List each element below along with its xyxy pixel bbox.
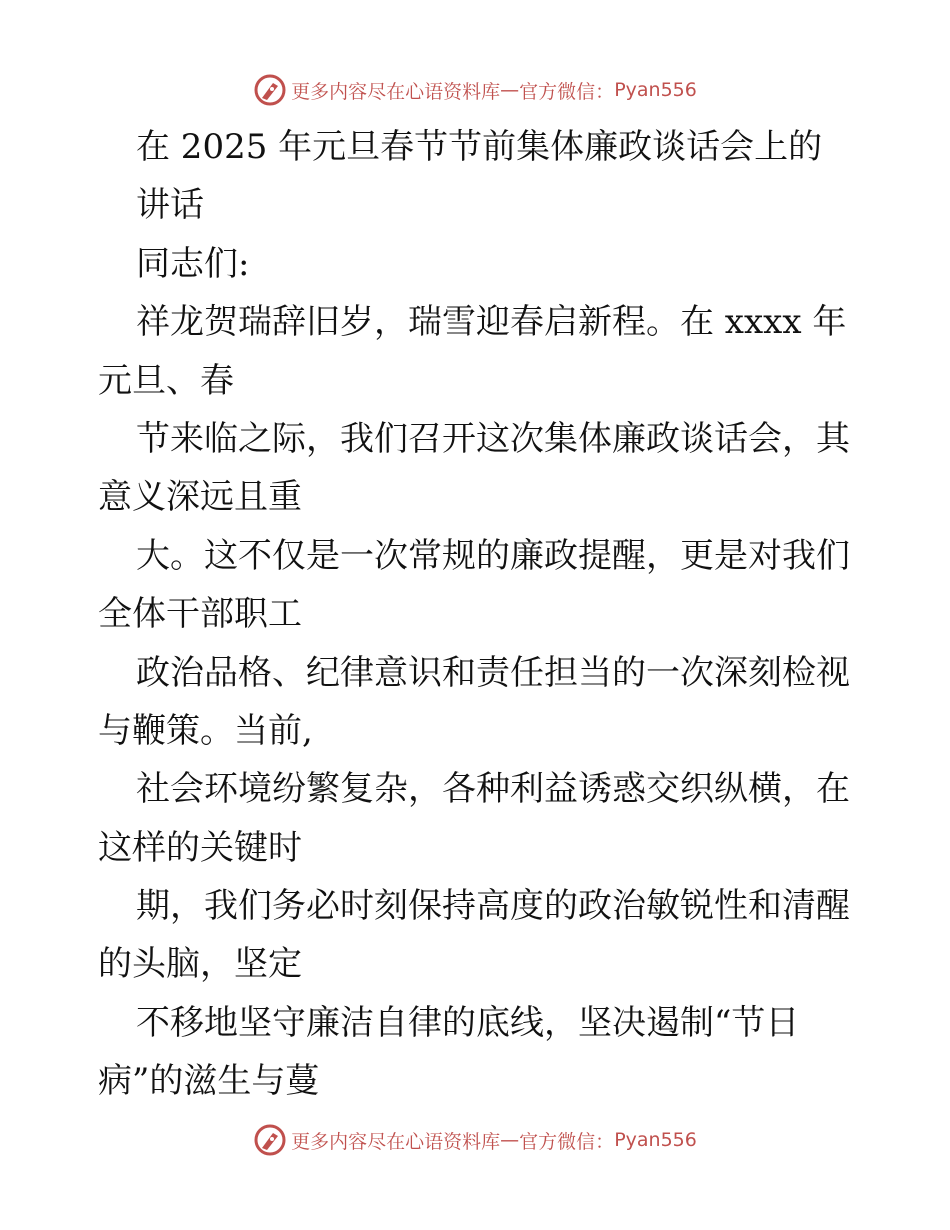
- watermark-separator: —: [500, 1129, 520, 1151]
- watermark-wechat-id: Pyan556: [614, 1129, 697, 1151]
- watermark-wechat-label: 官方微信：: [519, 80, 615, 103]
- salutation: 同志们:: [136, 243, 250, 284]
- paragraph-line: 的头脑，坚定: [98, 944, 302, 985]
- header-watermark: [0, 70, 950, 110]
- paragraph-line: 不移地坚守廉洁自律的底线，坚决遏制“节日: [136, 1002, 800, 1043]
- title-line-1: 在 2025 年元旦春节节前集体廉政谈话会上的: [136, 127, 823, 167]
- paragraph-line: 期，我们务必时刻保持高度的政治敏锐性和清醒: [136, 886, 850, 927]
- document-body: [98, 118, 858, 1111]
- watermark-separator: —: [500, 79, 520, 101]
- paragraph-line: 这样的关键时: [98, 827, 302, 868]
- paragraph-line: 大。这不仅是一次常规的廉政提醒，更是对我们: [136, 535, 850, 576]
- paragraph-line: 祥龙贺瑞辞旧岁，瑞雪迎春启新程。在 xxxx 年: [136, 302, 847, 343]
- watermark-wechat-id: Pyan556: [614, 79, 697, 101]
- paragraph-line: 意义深远且重: [98, 477, 302, 518]
- paragraph-line: 节来临之际，我们召开这次集体廉政谈话会，其: [136, 418, 850, 459]
- paragraph-line: 元旦、春: [98, 360, 234, 401]
- paragraph-line: 政治品格、纪律意识和责任担当的一次深刻检视: [136, 652, 850, 693]
- watermark-brand: 更多内容尽在心语资料库: [291, 1130, 501, 1153]
- title-line-2: 讲话: [136, 185, 204, 226]
- paragraph-line: 社会环境纷繁复杂，各种利益诱惑交织纵横，在: [136, 769, 850, 810]
- paragraph-line: 与鞭策。当前,: [98, 710, 313, 751]
- paragraph-line: 全体干部职工: [98, 594, 302, 635]
- footer-watermark: [0, 1120, 950, 1160]
- paragraph-line: 病”的滋生与蔓: [98, 1061, 320, 1102]
- watermark-brand: 更多内容尽在心语资料库: [291, 80, 501, 103]
- pen-nib-circle-icon: [253, 1123, 287, 1157]
- pen-nib-circle-icon: [253, 73, 287, 107]
- watermark-wechat-label: 官方微信：: [519, 1130, 615, 1153]
